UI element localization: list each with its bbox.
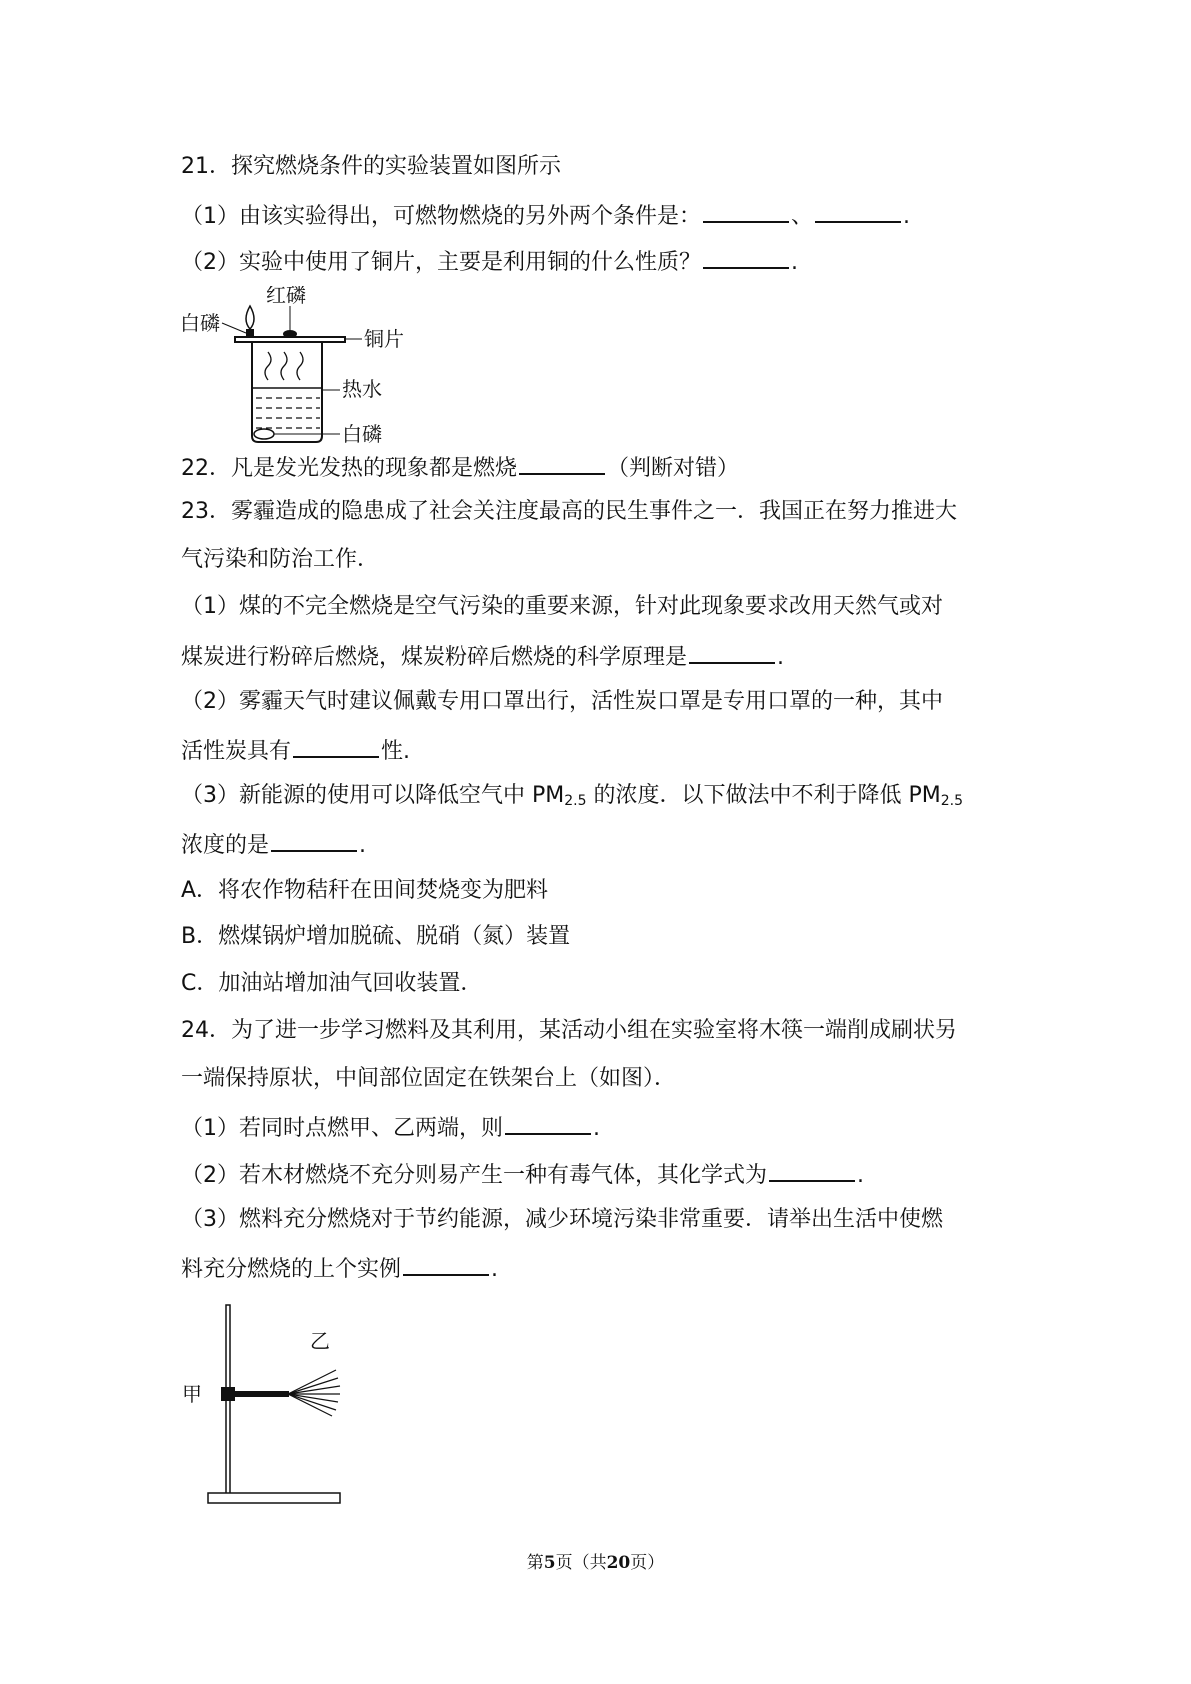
- q21-stem: 21．探究燃烧条件的实验装置如图所示: [181, 154, 561, 179]
- footer-pre: 第: [526, 1553, 544, 1573]
- label-hot-water: 热水: [342, 377, 382, 401]
- combustion-apparatus-figure: [180, 286, 420, 446]
- q23-part1-text: 煤炭进行粉碎后燃烧，煤炭粉碎后燃烧的科学原理是: [181, 645, 688, 670]
- q22-stem: [181, 451, 739, 484]
- q22-note: （判断对错）: [607, 456, 740, 481]
- q22-text: 22．凡是发光发热的现象都是燃烧: [181, 456, 517, 481]
- answer-blank: [703, 199, 789, 223]
- q21-part2-end: .: [791, 250, 798, 275]
- q23-part1-end: .: [777, 645, 785, 670]
- q23-part3-subscript: 2.5: [564, 793, 587, 809]
- iron-stand-figure: [178, 1300, 358, 1510]
- footer-total-pages: 20: [606, 1553, 631, 1573]
- label-jia: 甲: [182, 1382, 202, 1406]
- q23-part3-line1: [181, 781, 963, 816]
- q21-part2: [181, 245, 798, 278]
- q23-option-c: C．加油站增加油气回收装置．: [181, 971, 483, 996]
- q24-part3-end: .: [491, 1257, 499, 1282]
- answer-blank: [769, 1158, 855, 1182]
- label-copper-plate: 铜片: [364, 327, 404, 351]
- q24-part1-text: （1）若同时点燃甲、乙两端，则: [181, 1116, 503, 1141]
- q24-part3-text: 料充分燃烧的上个实例: [181, 1257, 402, 1282]
- q24-part1: [181, 1111, 600, 1144]
- q24-part3-line2: [181, 1252, 498, 1285]
- answer-blank: [815, 199, 901, 223]
- answer-blank: [403, 1252, 489, 1276]
- label-white-phosphorus-bottom: 白磷: [342, 422, 382, 446]
- answer-blank: [519, 451, 605, 475]
- q23-part3-line2: [181, 828, 366, 861]
- q23-part2-line1: （2）雾霾天气时建议佩戴专用口罩出行，活性炭口罩是专用口罩的一种，其中: [181, 689, 943, 714]
- page-footer: [0, 1548, 1191, 1573]
- q23-part2-line2: [181, 734, 410, 767]
- q23-part3-end: .: [359, 833, 367, 858]
- q24-part3-line1: （3）燃料充分燃烧对于节约能源，减少环境污染非常重要．请举出生活中使燃: [181, 1207, 943, 1232]
- q24-stem-line2: 一端保持原状，中间部位固定在铁架台上（如图）．: [181, 1066, 677, 1091]
- footer-mid: 页（共: [555, 1553, 607, 1573]
- answer-blank: [505, 1111, 591, 1135]
- label-white-phosphorus-top: 白磷: [180, 311, 220, 335]
- q21-part1-end: .: [903, 204, 911, 229]
- q21-part1-sep: 、: [791, 204, 814, 229]
- q23-part3-text-a: （3）新能源的使用可以降低空气中 PM: [181, 783, 565, 808]
- footer-post: 页）: [630, 1553, 665, 1573]
- q23-stem-line2: 气污染和防治工作．: [181, 547, 380, 572]
- q21-part1: [181, 199, 910, 232]
- label-red-phosphorus: 红磷: [266, 286, 306, 307]
- q24-part1-end: .: [593, 1116, 600, 1141]
- footer-page-number: 5: [543, 1553, 556, 1573]
- answer-blank: [703, 245, 789, 269]
- q24-stem-line1: 24．为了进一步学习燃料及其利用，某活动小组在实验室将木筷一端削成刷状另: [181, 1018, 957, 1043]
- q23-part2-text: 活性炭具有: [181, 739, 292, 764]
- label-yi: 乙: [310, 1329, 330, 1353]
- q23-part2-end: 性.: [381, 739, 411, 764]
- q24-part2-text: （2）若木材燃烧不充分则易产生一种有毒气体，其化学式为: [181, 1163, 767, 1188]
- q24-part2-end: .: [857, 1163, 864, 1188]
- q21-part2-text: （2）实验中使用了铜片，主要是利用铜的什么性质？: [181, 250, 701, 275]
- q23-part1-line2: [181, 640, 784, 673]
- answer-blank: [689, 640, 775, 664]
- q23-stem-line1: 23．雾霾造成的隐患成了社会关注度最高的民生事件之一．我国正在努力推进大: [181, 499, 957, 524]
- answer-blank: [271, 828, 357, 852]
- q23-part3-text-b: 的浓度．以下做法中不利于降低 PM: [586, 783, 941, 808]
- q21-part1-text: （1）由该实验得出，可燃物燃烧的另外两个条件是：: [181, 204, 701, 229]
- q23-option-a: A．将农作物秸秆在田间焚烧变为肥料: [181, 878, 549, 903]
- q23-part3-subscript: 2.5: [940, 793, 964, 809]
- q23-part3-text-c: 浓度的是: [181, 833, 270, 858]
- q23-part1-line1: （1）煤的不完全燃烧是空气污染的重要来源，针对此现象要求改用天然气或对: [181, 594, 943, 619]
- answer-blank: [293, 734, 379, 758]
- q24-part2: [181, 1158, 864, 1191]
- q23-option-b: B．燃煤锅炉增加脱硫、脱硝（氮）装置: [181, 924, 571, 949]
